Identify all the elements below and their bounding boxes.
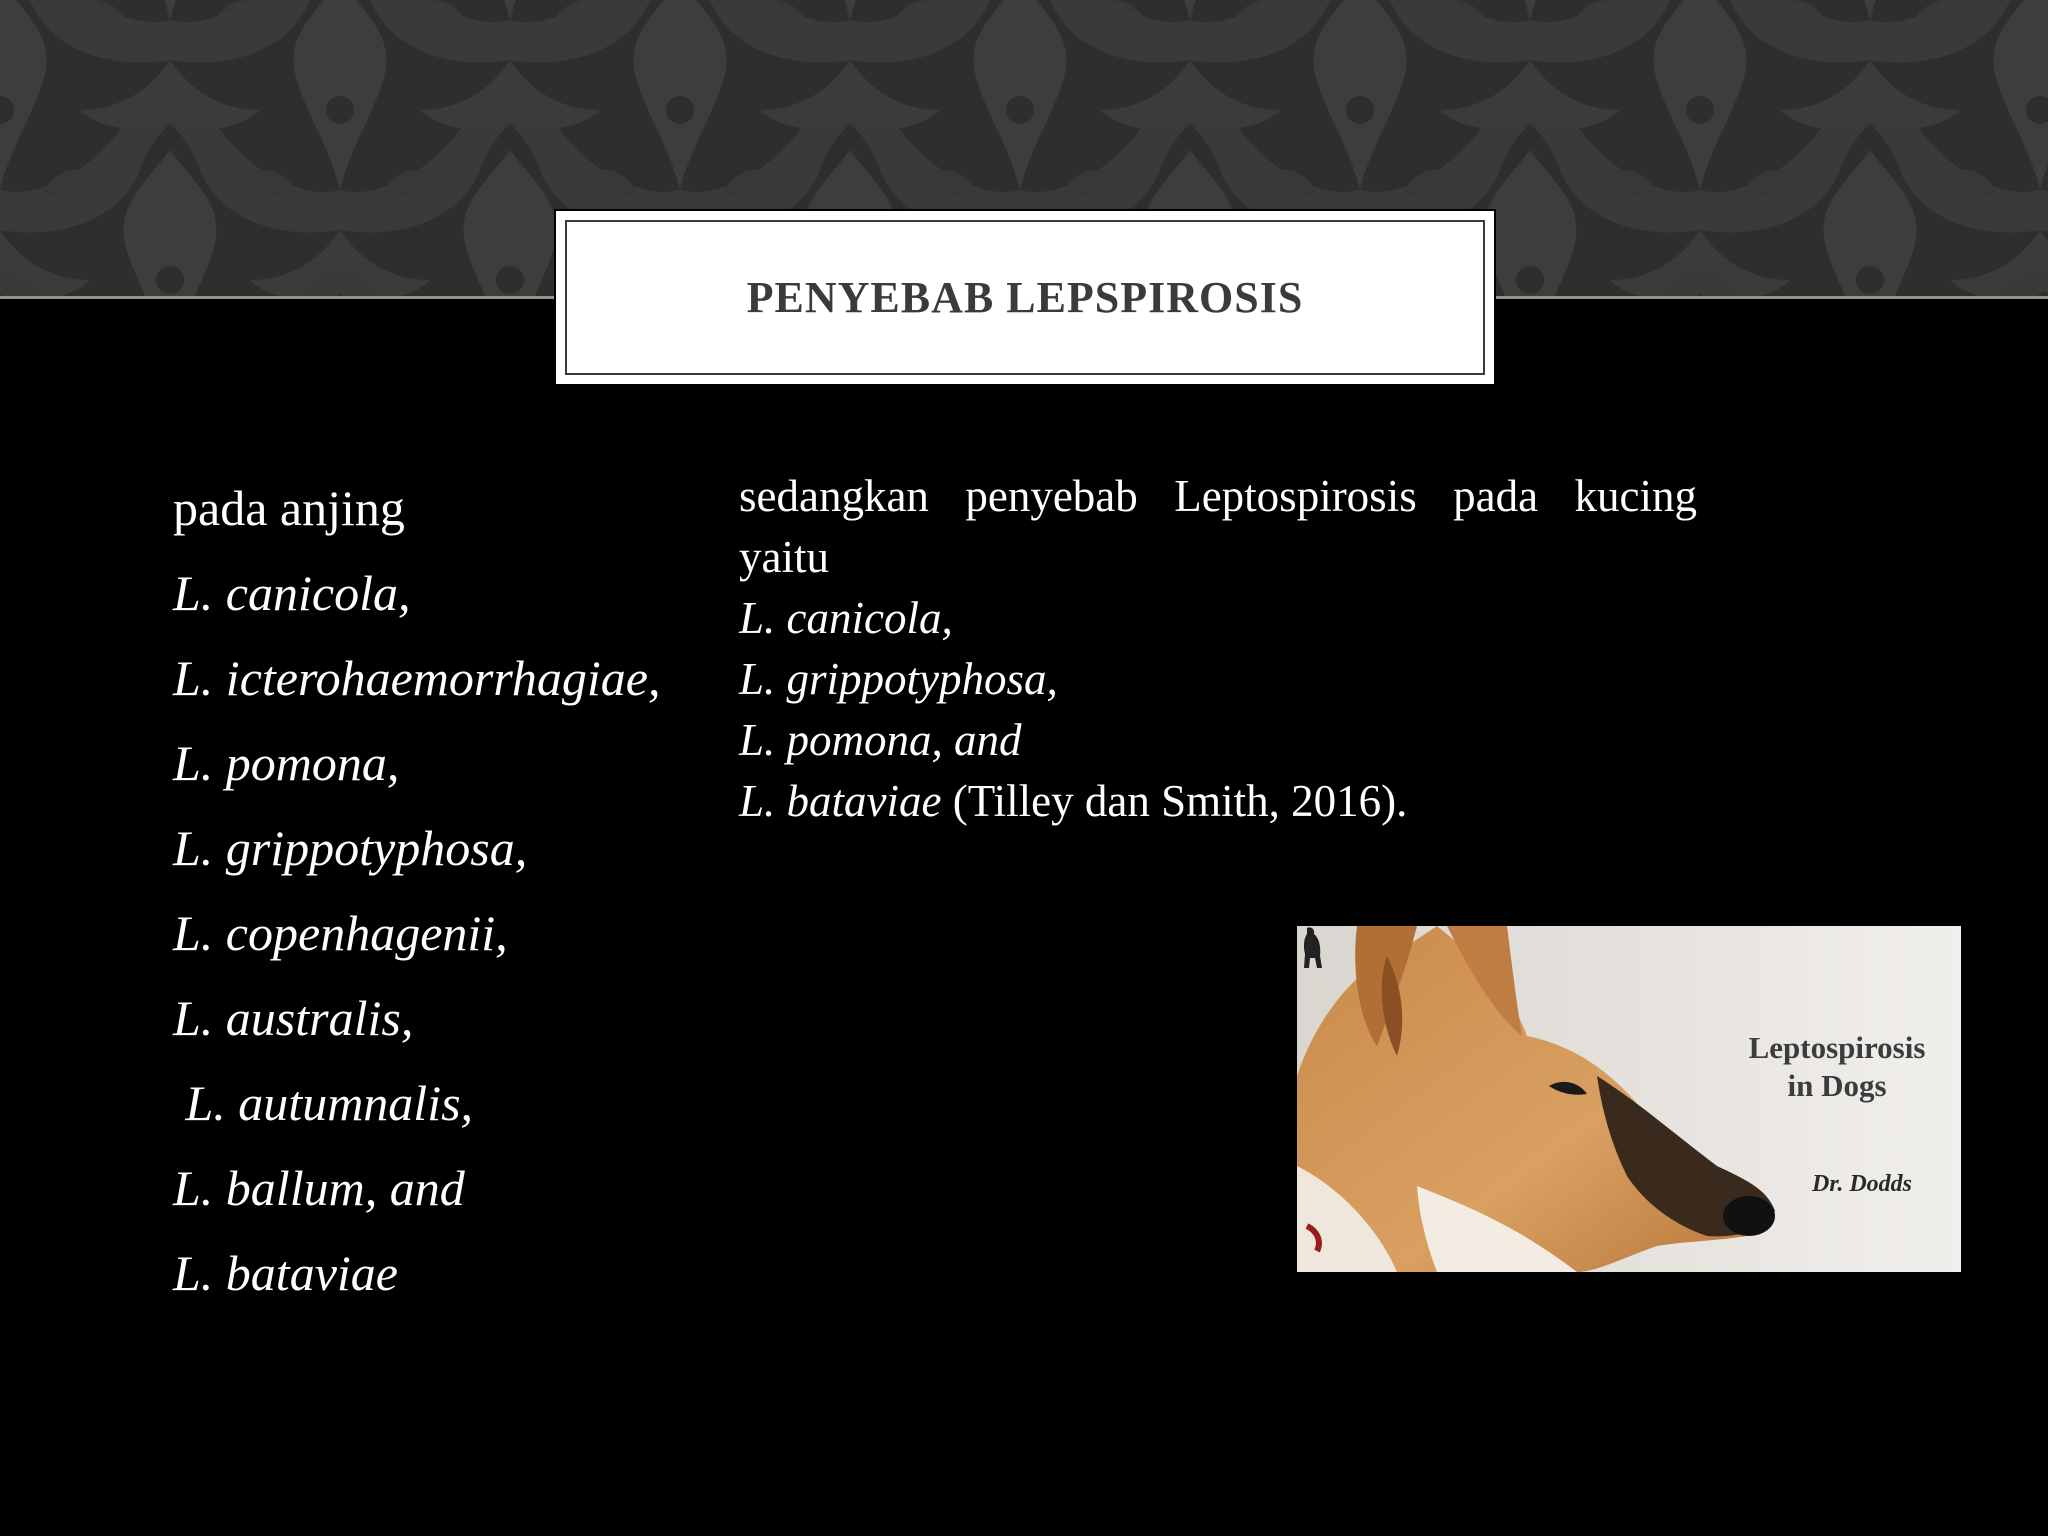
list-item: L. autumnalis, xyxy=(173,1075,474,1131)
list-item: L. pomona, and xyxy=(739,715,1022,765)
brand-logo: Dr. Dodds xyxy=(1812,1171,1913,1197)
list-item: L. canicola, xyxy=(739,593,953,643)
caption-line: in Dogs xyxy=(1787,1068,1887,1103)
list-item: L. grippotyphosa, xyxy=(739,654,1058,704)
list-item: L. ballum, and xyxy=(173,1160,465,1216)
list-item: L. grippotyphosa, xyxy=(173,820,528,876)
photo-caption xyxy=(1717,1029,1957,1105)
citation: (Tilley dan Smith, 2016). xyxy=(941,776,1408,826)
dog-photo xyxy=(1297,926,1961,1272)
list-item: L. icterohaemorrhagiae, xyxy=(173,650,661,706)
list-item: L. australis, xyxy=(173,990,414,1046)
caption-line: Leptospirosis xyxy=(1748,1030,1926,1065)
dog-species-list xyxy=(173,466,693,1316)
slide-title: PENYEBAB LEPSPIROSIS xyxy=(746,273,1304,322)
dog-heading: pada anjing xyxy=(173,480,405,536)
title-box xyxy=(556,211,1494,384)
list-item: L. pomona, xyxy=(173,735,400,791)
list-item: L. bataviae xyxy=(739,776,942,826)
list-item: L. bataviae xyxy=(173,1245,398,1301)
dog-silhouette-icon xyxy=(1297,926,1325,970)
list-item: L. canicola, xyxy=(173,565,411,621)
cat-species-text xyxy=(739,466,1699,832)
cat-intro: sedangkan penyebab Leptospirosis pada kucing yaitu xyxy=(739,471,1697,582)
list-item: L. copenhagenii, xyxy=(173,905,508,961)
